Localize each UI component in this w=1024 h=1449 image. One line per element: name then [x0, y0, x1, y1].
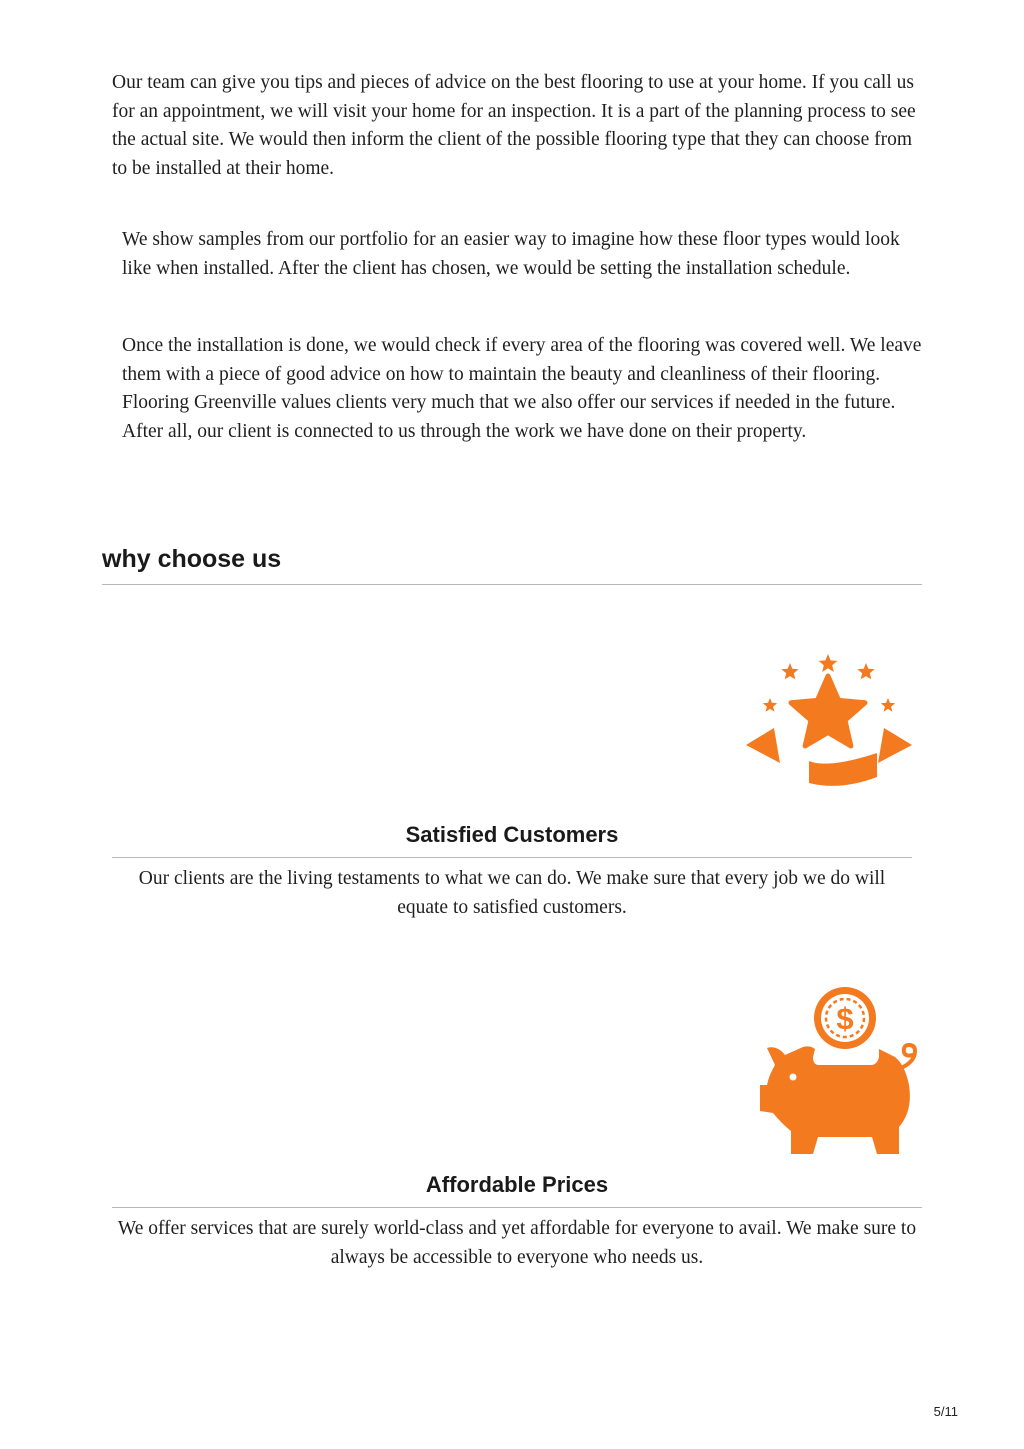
section-heading: why choose us — [102, 545, 282, 573]
heading-divider — [102, 584, 922, 585]
feature-divider — [112, 1207, 922, 1208]
feature-title-satisfied-customers: Satisfied Customers — [405, 822, 619, 847]
feature-divider — [112, 857, 912, 858]
svg-text:$: $ — [836, 1001, 854, 1036]
feature-title-affordable-prices: Affordable Prices — [425, 1172, 609, 1197]
page-number: 5/11 — [933, 1404, 958, 1419]
intro-paragraph-2: We show samples from our portfolio for an easier way to imagine how these floor types would look like when installed. After the client has chosen, we would be setting the installation schedule. — [122, 229, 900, 279]
feature-description-satisfied-customers: Our clients are the living testaments to what we can do. We make sure that every job we do will equate to satisfied customers. — [138, 868, 886, 918]
intro-paragraph-3: Once the installation is done, we would check if every area of the flooring was covered well. We leave them with a piece of good advice on how to maintain the beauty and cleanliness of their flooring. Flooring Greenville values clients very much that we also offer our services if needed in the future. After all, our client is connected to us through the work we have done on their property. — [122, 335, 922, 442]
piggy-bank-coin-icon — [755, 985, 925, 1157]
intro-paragraph-1: Our team can give you tips and pieces of advice on the best flooring to use at your home. If you call us for an appointment, we will visit your home for an inspection. It is a part of the planning process to see the actual site. We would then inform the client of the possible flooring type that they can choose from to be installed at their home. — [112, 72, 916, 179]
feature-description-affordable-prices: We offer services that are surely world-class and yet affordable for everyone to avail. We make sure to always be accessible to everyone who needs us. — [117, 1218, 917, 1268]
award-star-ribbon-icon — [740, 645, 920, 795]
